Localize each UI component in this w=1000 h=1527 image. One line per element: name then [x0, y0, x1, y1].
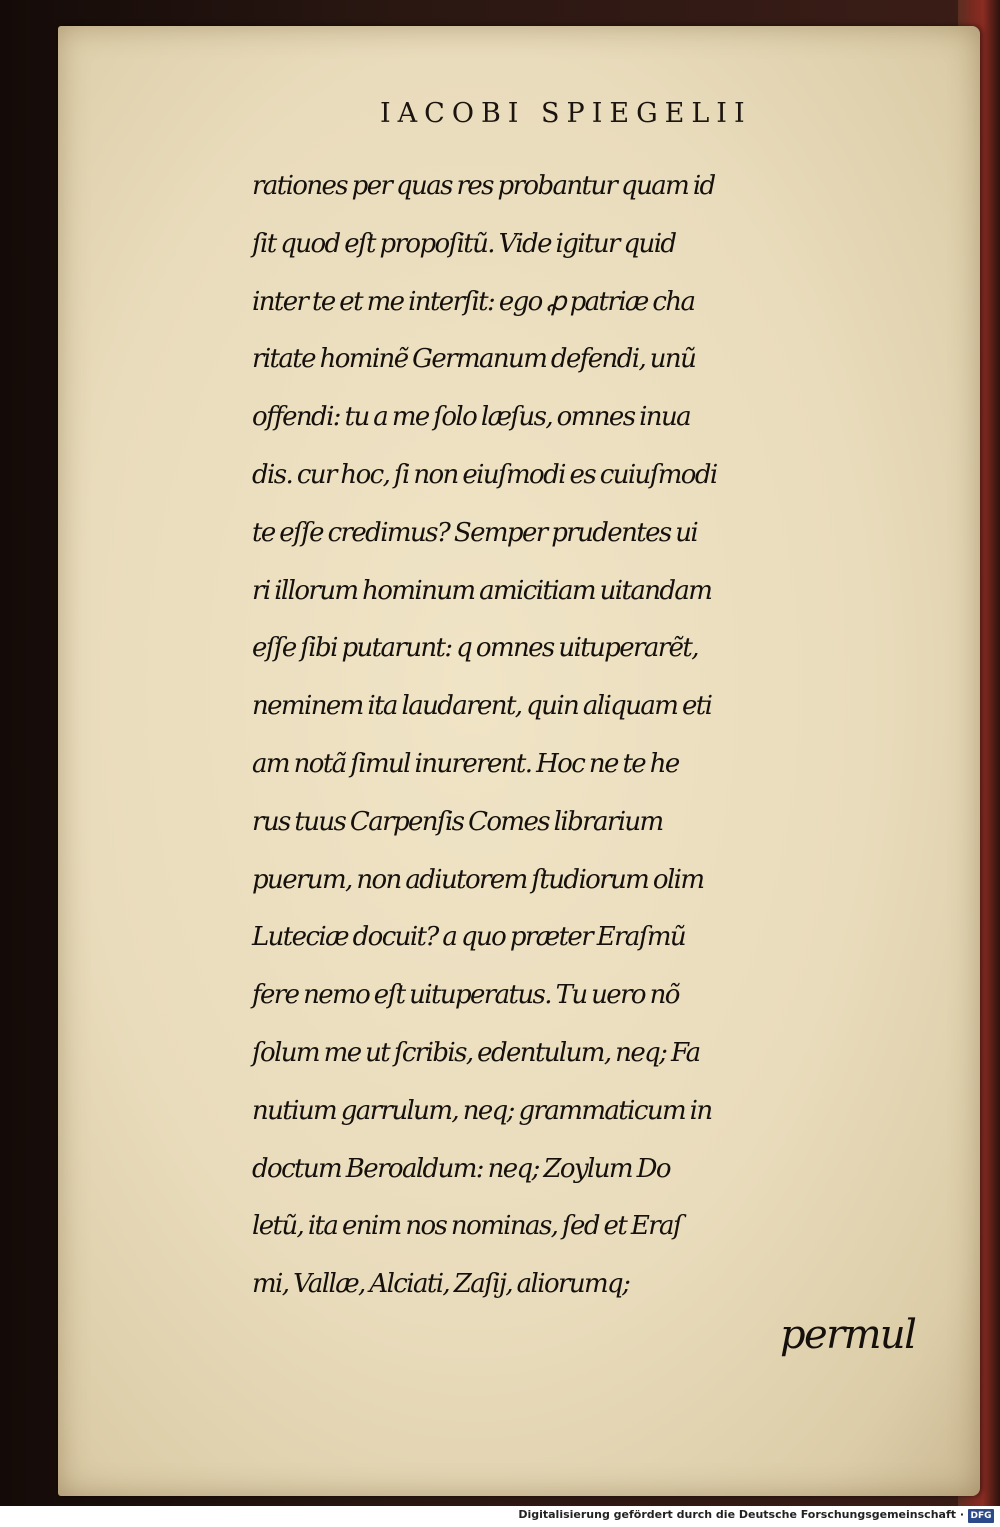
text-line: letũ, ita enim nos nominas, ſed et Eraſ [252, 1211, 681, 1242]
running-head: IACOBI SPIEGELII [380, 98, 752, 129]
footer-bar [0, 1506, 1000, 1527]
text-line: offendi: tu a me ſolo læſus, omnes inua [252, 402, 691, 433]
dfg-logo: DFG [968, 1509, 994, 1523]
text-line: ſit quod eſt propoſitũ. Vide igitur quid [252, 228, 676, 259]
text-line: rus tuus Carpenſis Comes librarium [252, 806, 663, 837]
text-line: te eſſe credimus? Semper prudentes ui [252, 517, 698, 548]
text-line: ritate hominẽ Germanum defendi, unũ [252, 344, 696, 375]
text-line: ri illorum hominum amicitiam uitandam [252, 575, 712, 606]
text-line: neminem ita laudarent, quin aliquam eti [252, 691, 712, 722]
text-line: dis. cur hoc, ſi non eiuſmodi es cuiuſmodi [252, 459, 717, 490]
text-line: mi, Vallæ, Alciati, Zaſij, aliorumq; [252, 1269, 630, 1300]
text-line: doctum Beroaldum: neq; Zoylum Do [252, 1153, 670, 1184]
footer-credit: Digitalisierung gefördert durch die Deutsche Forschungsgemeinschaft · [518, 1508, 964, 1521]
text-line: nutium garrulum, neq; grammaticum in [252, 1095, 712, 1126]
text-line: Luteciæ docuit? a quo præter Eraſmũ [252, 922, 686, 953]
text-line: am notã ſimul inurerent. Hoc ne te he [252, 748, 679, 779]
text-line: fere nemo eſt uituperatus. Tu uero nõ [252, 980, 679, 1011]
text-line: puerum, non adiutorem ſtudiorum olim [252, 864, 704, 895]
text-line: eſſe ſibi putarunt: q omnes uituperarẽt, [252, 633, 698, 664]
page-text-block [252, 158, 924, 1314]
catchword: permul [780, 1312, 916, 1358]
text-line: inter te et me interſit: ego ꝓ patriæ cha [252, 286, 695, 317]
text-line: rationes per quas res probantur quam id [252, 171, 715, 201]
text-line: ſolum me ut ſcribis, edentulum, neq; Fa [252, 1037, 700, 1068]
